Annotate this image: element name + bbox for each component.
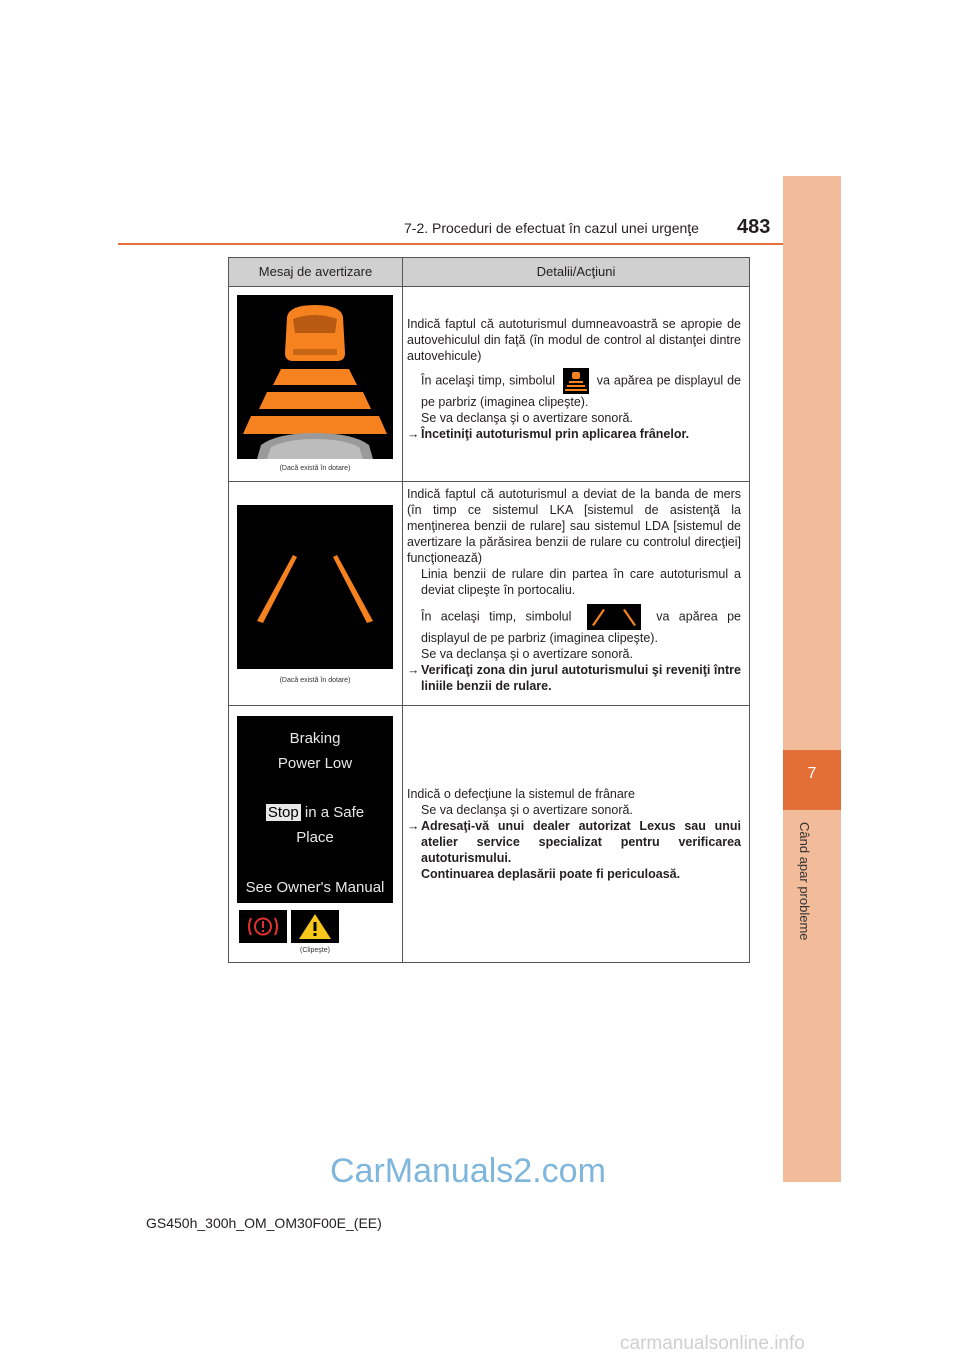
row2-description: Indică faptul că autoturismul a deviat de la banda de mers (în timp ce sistemul LKA [sistemul de asistenţă la menţinerea benzii de rulare] sau sistemul LDA [sistemul de avertizare la părăsirea benzii de rulare cu controlul direcţiei] funcţionează) xyxy=(407,487,741,565)
distance-warning-icon xyxy=(563,368,589,394)
row-divider xyxy=(229,481,749,482)
row2-sound-note: Se va declanşa şi o avertizare sonoră. xyxy=(421,647,633,661)
section-title: 7-2. Proceduri de efectuat în cazul unei urgenţe xyxy=(404,220,699,236)
brake-warning-icon xyxy=(239,910,287,943)
lane-lines-illustration xyxy=(237,505,393,669)
column-header-message: Mesaj de avertizare xyxy=(258,264,373,279)
row2-symbol-line: În acelaşi timp, simbolul va apărea pe displayul de pe parbriz (imaginea clipeşte). xyxy=(407,604,741,646)
lane-departure-image xyxy=(237,505,393,669)
row3-caution: Continuarea deplasării poate fi periculoasă. xyxy=(421,867,681,881)
braking-warning-display xyxy=(237,716,393,903)
row-divider xyxy=(229,705,749,706)
chapter-side-tab xyxy=(783,176,841,1182)
image-caption: (Dacă există în dotare) xyxy=(279,465,351,472)
lane-departure-icon xyxy=(587,604,641,630)
row2-action: → Verificaţi zona din jurul autoturismului şi reveniţi între liniile benzii de rulare. xyxy=(407,663,741,693)
display-line-stop: Stop in a Safe xyxy=(267,804,365,821)
chapter-label: Când apar probleme xyxy=(797,822,812,941)
row3-sound-note: Se va declanşa şi o avertizare sonoră. xyxy=(421,803,633,817)
chapter-number: 7 xyxy=(807,765,817,782)
column-header-details: Detalii/Acţiuni xyxy=(536,264,616,279)
watermark: CarManuals2.com xyxy=(330,1152,606,1190)
header-rule xyxy=(118,243,783,245)
row1-action: → Încetiniţi autoturismul prin aplicarea frânelor. xyxy=(407,427,690,441)
display-line-place: Place xyxy=(296,829,334,846)
warning-table xyxy=(228,257,750,963)
warning-triangle-icon xyxy=(291,910,339,943)
row3-details xyxy=(407,786,741,882)
display-line-braking: Braking xyxy=(289,730,341,747)
row1-details xyxy=(407,316,741,442)
row3-action: → Adresaţi-vă unui dealer autorizat Lexus sau unui atelier service specializat pentru verificarea autoturismului. xyxy=(407,819,741,865)
car-approach-illustration xyxy=(237,295,393,459)
row1-description: Indică faptul că autoturismul dumneavoastră se apropie de autovehiculul din faţă (în modul de control al distanţei dintre autovehicule) xyxy=(407,317,741,363)
watermark-secondary: carmanualsonline.info xyxy=(620,1333,805,1354)
row2-details xyxy=(407,486,741,694)
row1-sound-note: Se va declanşa şi o avertizare sonoră. xyxy=(421,411,633,425)
row2-lane-note: Linia benzii de rulare din partea în care autoturismul a deviat clipeşte în portocaliu. xyxy=(421,567,741,597)
approach-warning-image xyxy=(237,295,393,459)
document-code: GS450h_300h_OM_OM30F00E_(EE) xyxy=(146,1215,382,1231)
display-line-power-low: Power Low xyxy=(277,755,353,772)
master-warning-light xyxy=(291,910,339,943)
page-number: 483 xyxy=(737,216,771,238)
brake-warning-light xyxy=(239,910,287,943)
column-divider xyxy=(402,258,403,962)
row3-description: Indică o defecţiune la sistemul de frânare xyxy=(407,787,635,801)
image-caption: (Dacă există în dotare) xyxy=(279,677,351,684)
row1-symbol-line: În acelaşi timp, simbolul va apărea pe displayul de pe parbriz (imaginea clipeşte). xyxy=(407,368,741,410)
image-caption: (Clipeşte) xyxy=(300,947,330,954)
table-header xyxy=(229,258,749,287)
display-line-manual: See Owner's Manual xyxy=(245,879,385,896)
